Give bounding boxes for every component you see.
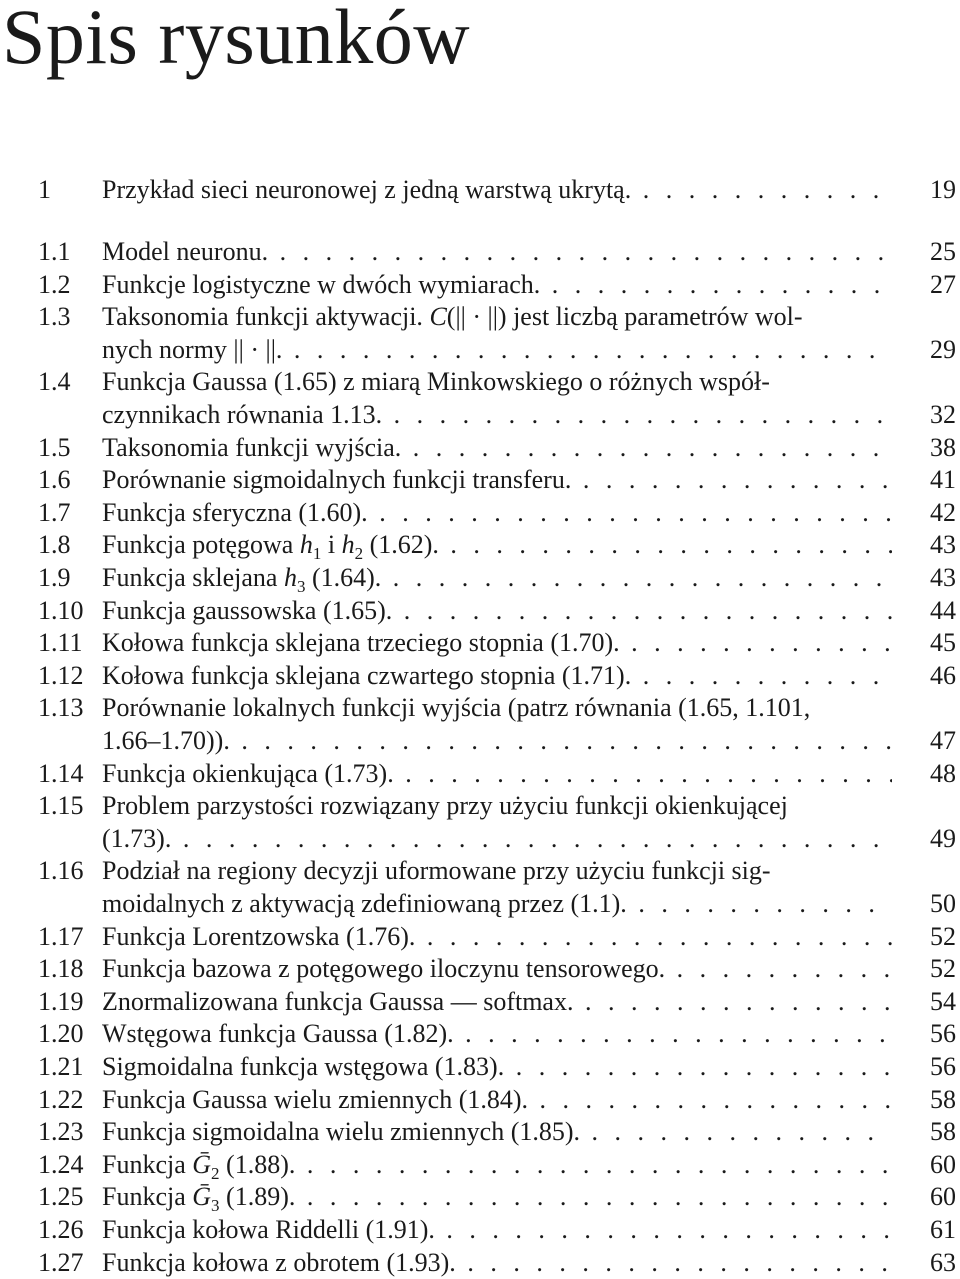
caption-line: Funkcje logistyczne w dwóch wymiarach. . . .	[102, 269, 892, 301]
figure-number: 1.2	[38, 269, 71, 299]
figure-number: 1.15	[38, 791, 84, 821]
figure-number: 1.6	[38, 465, 71, 495]
caption-line: Przykład sieci neuronowej z jedną warstwą ukrytą. . . .	[102, 174, 892, 206]
figure-number: 1.12	[38, 660, 84, 690]
page-number: 60	[930, 1149, 956, 1179]
toc-entry[interactable]	[0, 790, 960, 855]
caption-line: Funkcja sigmoidalna wielu zmiennych (1.85). . . .	[102, 1116, 892, 1148]
figure-number: 1.14	[38, 758, 84, 788]
caption-line: Funkcja kołowa Riddelli (1.91). . . .	[102, 1214, 892, 1246]
toc-entry[interactable]	[0, 269, 960, 302]
toc-entry[interactable]	[0, 174, 960, 207]
caption-line: Model neuronu. . . .	[102, 236, 892, 268]
caption-line: Kołowa funkcja sklejana czwartego stopnia (1.71). . . .	[102, 660, 892, 692]
page-number: 52	[930, 954, 956, 984]
page-number: 56	[930, 1019, 956, 1049]
caption-line: Znormalizowana funkcja Gaussa — softmax. . . .	[102, 986, 892, 1018]
toc-entry[interactable]	[0, 758, 960, 791]
caption-line: Funkcja bazowa z potęgowego iloczynu tensorowego. . . .	[102, 953, 892, 985]
toc-entry[interactable]	[0, 236, 960, 269]
figure-number: 1.21	[38, 1052, 84, 1081]
caption-line: Funkcja Gaussa (1.65) z miarą Minkowskiego o różnych współ-	[102, 367, 770, 397]
toc-entry[interactable]	[0, 627, 960, 660]
page-number: 54	[930, 986, 956, 1016]
figure-number: 1.5	[38, 432, 71, 462]
toc-entry[interactable]	[0, 366, 960, 431]
figure-number: 1.1	[38, 237, 71, 266]
toc-entry[interactable]	[0, 529, 960, 562]
caption-line: Funkcja okienkująca (1.73). . . .	[102, 758, 892, 790]
toc-entry[interactable]	[0, 301, 960, 366]
toc-entry[interactable]	[0, 692, 960, 757]
toc-entry[interactable]	[0, 1051, 960, 1084]
figure-number: 1.23	[38, 1117, 84, 1147]
toc-entry[interactable]	[0, 1018, 960, 1051]
figure-number: 1.17	[38, 921, 84, 951]
figure-number: 1.7	[38, 497, 71, 527]
figure-number: 1.25	[38, 1182, 84, 1212]
caption-line: Funkcja Lorentzowska (1.76). . . .	[102, 921, 892, 953]
toc-entry[interactable]	[0, 660, 960, 693]
caption-line: Funkcja potęgowa $h_1$ i $h_2$ (1.62). . . .	[102, 529, 892, 561]
page-number: 29	[930, 334, 956, 364]
page-number: 49	[930, 823, 956, 853]
page-number: 41	[930, 465, 956, 495]
caption-line: czynnikach równania 1.13. . . .	[102, 399, 892, 431]
page-number: 61	[930, 1215, 956, 1244]
page-number: 58	[930, 1117, 956, 1147]
caption-line: Podział na regiony decyzji uformowane przy użyciu funkcji sig-	[102, 856, 771, 886]
toc-entry[interactable]	[0, 464, 960, 497]
page-number: 50	[930, 888, 956, 918]
toc-entry[interactable]	[0, 595, 960, 628]
caption-line: Taksonomia funkcji aktywacji. C(|| · ||) jest liczbą parametrów wol-	[102, 302, 803, 332]
figure-number: 1.3	[38, 302, 71, 332]
toc-entry[interactable]	[0, 497, 960, 530]
caption-line: Sigmoidalna funkcja wstęgowa (1.83). . . .	[102, 1051, 892, 1083]
figure-number: 1.9	[38, 563, 71, 592]
caption-line: Problem parzystości rozwiązany przy użyciu funkcji okienkującej	[102, 791, 788, 821]
figure-number: 1.27	[38, 1247, 84, 1277]
caption-line: Funkcja sferyczna (1.60). . . .	[102, 497, 892, 529]
page-number: 44	[930, 595, 956, 625]
toc-entry[interactable]	[0, 1247, 960, 1279]
caption-line: Funkcja Gaussa wielu zmiennych (1.84). . . .	[102, 1084, 892, 1116]
page-number: 32	[930, 399, 956, 429]
figure-number: 1.26	[38, 1215, 84, 1244]
toc-entry[interactable]	[0, 1214, 960, 1247]
figure-number: 1.4	[38, 367, 71, 397]
toc-entry[interactable]	[0, 986, 960, 1019]
caption-line: Wstęgowa funkcja Gaussa (1.82). . . .	[102, 1018, 892, 1050]
page-number: 48	[930, 758, 956, 788]
figure-number: 1.22	[38, 1084, 84, 1114]
page-number: 60	[930, 1182, 956, 1212]
toc-entry[interactable]	[0, 1181, 960, 1214]
caption-line: Funkcja kołowa z obrotem (1.93). . . .	[102, 1247, 892, 1279]
caption-line: Funkcja gaussowska (1.65). . . .	[102, 595, 892, 627]
page-number: 43	[930, 530, 956, 560]
toc-entry[interactable]	[0, 1116, 960, 1149]
toc-entry[interactable]	[0, 1084, 960, 1117]
page-number: 58	[930, 1084, 956, 1114]
page-number: 63	[930, 1247, 956, 1277]
toc-entry[interactable]	[0, 921, 960, 954]
figure-number: 1.20	[38, 1019, 84, 1049]
toc-entry[interactable]	[0, 855, 960, 920]
page-number: 43	[930, 563, 956, 592]
caption-line: (1.73). . . .	[102, 823, 892, 855]
figure-number: 1.10	[38, 595, 84, 625]
caption-line: 1.66–1.70)). . . .	[102, 725, 892, 757]
page-number: 25	[930, 237, 956, 266]
figure-number: 1.19	[38, 986, 84, 1016]
toc-entry[interactable]	[0, 953, 960, 986]
toc-entry[interactable]	[0, 432, 960, 465]
caption-line: nych normy || · ||. . . .	[102, 334, 892, 366]
toc-entry[interactable]	[0, 1149, 960, 1182]
page-number: 19	[930, 175, 956, 204]
figure-number: 1.11	[38, 628, 83, 658]
figure-number: 1.8	[38, 530, 71, 560]
caption-line: Funkcja Ḡ$_2$ (1.88). . . .	[102, 1149, 892, 1181]
figure-number: 1.16	[38, 856, 84, 886]
page-number: 45	[930, 628, 956, 658]
caption-line: Porównanie sigmoidalnych funkcji transferu. . . .	[102, 464, 892, 496]
page-number: 42	[930, 497, 956, 527]
caption-line: Funkcja Ḡ$_3$ (1.89). . . .	[102, 1181, 892, 1213]
toc-entry[interactable]	[0, 562, 960, 595]
caption-line: moidalnych z aktywacją zdefiniowaną przez (1.1). . . .	[102, 888, 892, 920]
page-number: 52	[930, 921, 956, 951]
caption-line: Taksonomia funkcji wyjścia. . . .	[102, 432, 892, 464]
page-number: 38	[930, 432, 956, 462]
page-number: 46	[930, 660, 956, 690]
page-number: 47	[930, 725, 956, 755]
caption-line: Porównanie lokalnych funkcji wyjścia (patrz równania (1.65, 1.101,	[102, 693, 811, 723]
figure-number: 1.24	[38, 1149, 84, 1179]
caption-line: Funkcja sklejana $h_3$ (1.64). . . .	[102, 562, 892, 594]
page-number: 27	[930, 269, 956, 299]
figure-number: 1.13	[38, 693, 84, 723]
figure-number: 1	[38, 175, 51, 204]
page-number: 56	[930, 1052, 956, 1081]
page-title: Spis rysunków	[2, 0, 471, 80]
caption-line: Kołowa funkcja sklejana trzeciego stopnia (1.70). . . .	[102, 627, 892, 659]
figure-number: 1.18	[38, 954, 84, 984]
